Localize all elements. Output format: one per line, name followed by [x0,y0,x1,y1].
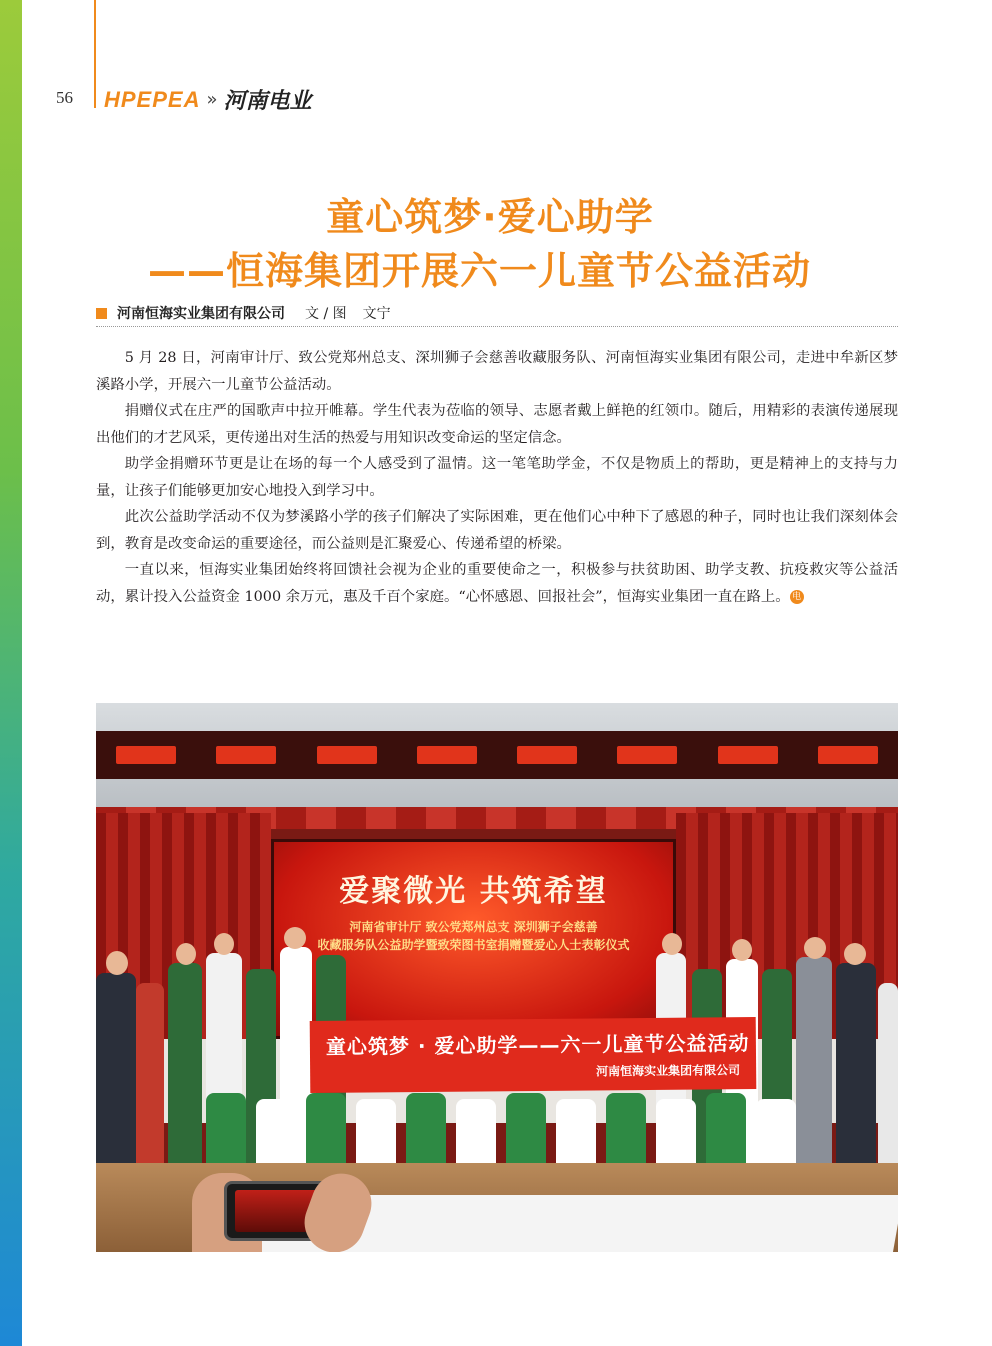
double-arrow-icon: » [206,89,218,110]
photo-person [706,1093,746,1163]
photo-person [836,963,876,1163]
photo-head [662,933,682,955]
photo-person [556,1099,596,1163]
photo-person [506,1093,546,1163]
photo-head [176,943,196,965]
article-subtitle: ——恒海集团开展六一儿童节公益活动 [148,249,812,293]
header-divider [94,0,96,108]
photo-person [406,1093,446,1163]
photo-head [844,943,866,965]
photo-head [732,939,752,961]
photo-person [136,983,164,1163]
photo-person [656,1099,696,1163]
banner-text: 童心筑梦 · 爱心助学——六一儿童节公益活动 [325,1031,750,1059]
event-photo [96,703,898,1252]
photo-head [804,937,826,959]
article-paragraph: 助学金捐赠环节更是让在场的每一个人感受到了温情。这一笔笔助学金，不仅是物质上的帮助，更是精神上的支持与力量，让孩子们能够更加安心地投入到学习中。 [96,456,898,499]
article-title-line1: 童心筑梦·爱心助学 [326,195,654,239]
article-paragraph: 此次公益助学活动不仅为梦溪路小学的孩子们解决了实际困难，更在他们心中种下了感恩的种子，同时也让我们深刻体会到，教育是改变命运的重要途径，而公益则是汇聚爱心、传递希望的桥梁。 [96,509,898,552]
byline [96,303,391,323]
photo-person [878,983,898,1163]
screen-subtitle-1: 河南省审计厅 致公党郑州总支 深圳狮子会慈善 [349,920,598,934]
article-paragraph: 捐赠仪式在庄严的国歌声中拉开帷幕。学生代表为莅临的领导、志愿者戴上鲜艳的红领巾。随后，用精彩的表演传递展现出他们的才艺风采，更传递出对生活的热爱与用知识改变命运的坚定信念。 [96,403,898,446]
photo-red-banner [310,1017,757,1093]
end-mark-icon: 电 [790,590,804,604]
photo-head [214,933,234,955]
photo-person [606,1093,646,1163]
page-number: 56 [56,88,73,107]
photo-person [206,1093,246,1163]
article-body [96,345,898,610]
byline-square-icon [96,308,107,319]
article-paragraph-text: 一直以来，恒海实业集团始终将回馈社会视为企业的重要使命之一，积极参与扶贫助困、助学支教、抗疫救灾等公益活动，累计投入公益资金 1000 余万元，惠及千百个家庭。“心怀感恩、回报社会”，恒海实业集团一直在路上。 [96,562,898,605]
banner-organizer: 河南恒海实业集团有限公司 [596,1063,741,1079]
photo-person [756,1099,796,1163]
photo-led-sign [96,731,898,779]
photo-person [796,957,832,1163]
byline-author: 文宁 [362,306,391,322]
screen-subtitle-2: 收藏服务队公益助学暨致荣图书室捐赠暨爱心人士表彰仪式 [317,938,630,952]
dotted-divider [96,326,898,327]
magazine-logo-chinese: 河南电业 [223,89,312,114]
article-title [0,186,992,241]
photo-person [168,963,202,1163]
byline-credit: 文 / 图 [305,306,347,322]
photo-person [456,1099,496,1163]
photo-person [256,1099,296,1163]
photo-head [284,927,306,949]
article-paragraph: 5 月 28 日，河南审计厅、致公党郑州总支、深圳狮子会慈善收藏服务队、河南恒海实业集团有限公司，走进中牟新区梦溪路小学，开展六一儿童节公益活动。 [96,350,898,393]
photo-person [356,1099,396,1163]
magazine-logo [104,84,312,115]
photo-person [306,1093,346,1163]
byline-company: 河南恒海实业集团有限公司 [117,306,285,322]
article-paragraph-last [96,557,898,610]
photo-person [96,973,136,1163]
photo-head [106,951,128,975]
magazine-logo-latin: HPEPEA [104,86,201,112]
screen-title: 爱聚微光 共筑希望 [339,874,608,909]
